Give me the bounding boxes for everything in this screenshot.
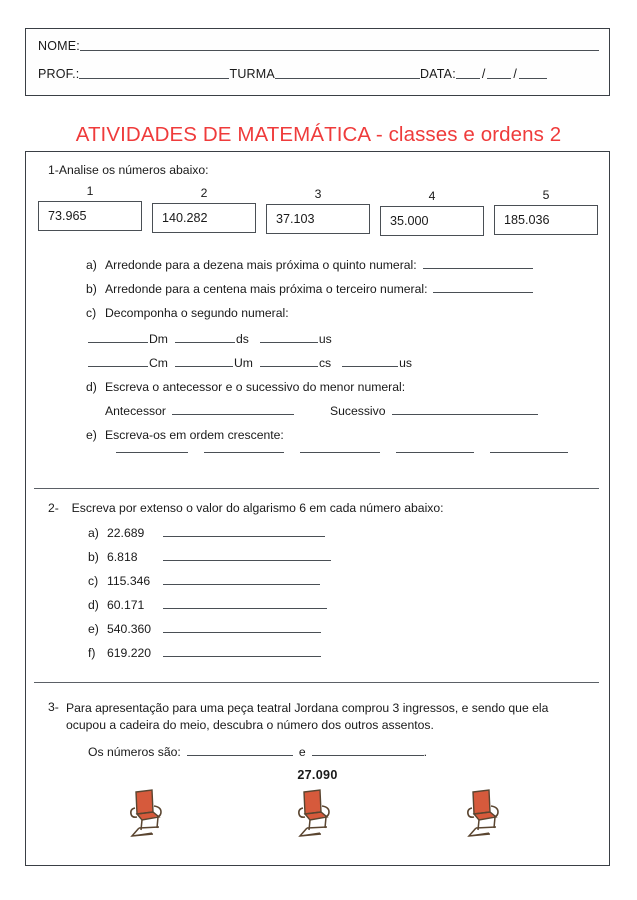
exercise2-item xyxy=(88,622,321,636)
item-letter: d) xyxy=(86,380,97,394)
data-day-blank[interactable] xyxy=(456,78,480,79)
exercise3-answer-row xyxy=(88,745,427,759)
item-number: 619.220 xyxy=(107,646,152,660)
decomp-blank-um[interactable] xyxy=(175,366,233,367)
item-letter: f) xyxy=(88,646,96,660)
crescente-blank-4[interactable] xyxy=(396,452,474,453)
date-separator-1: / xyxy=(481,67,486,81)
item-letter: b) xyxy=(88,550,99,564)
decomp-unit-cm: Cm xyxy=(149,356,168,370)
exercise2-item xyxy=(88,526,325,540)
turma-label: TURMA xyxy=(229,67,275,81)
antecessor-label: Antecessor xyxy=(105,404,166,418)
exercise2-prompt: Escreva por extenso o valor do algarismo 6 em cada número abaixo: xyxy=(71,501,444,515)
number-index: 3 xyxy=(314,187,322,201)
number-cell xyxy=(152,186,256,236)
data-month-blank[interactable] xyxy=(487,78,511,79)
exercise2-item xyxy=(88,598,327,612)
item-letter: e) xyxy=(88,622,99,636)
number-index: 4 xyxy=(428,189,436,203)
crescente-blank-2[interactable] xyxy=(204,452,284,453)
crescente-blank-5[interactable] xyxy=(490,452,568,453)
answer-label: Os números são: xyxy=(88,745,181,759)
prof-input-blank[interactable] xyxy=(79,78,229,79)
number-index: 1 xyxy=(86,184,94,198)
exercise3-number: 3- xyxy=(48,700,59,714)
item-text: Escreva-os em ordem crescente: xyxy=(105,428,284,442)
exercise2-number: 2- xyxy=(48,501,59,515)
exercise3-block xyxy=(26,682,609,867)
item-number: 540.360 xyxy=(107,622,152,636)
item-letter: b) xyxy=(86,282,97,296)
item-letter: d) xyxy=(88,598,99,612)
decomp-blank-dm[interactable] xyxy=(88,342,148,343)
number-index: 2 xyxy=(200,186,208,200)
crescente-blank-1[interactable] xyxy=(116,452,188,453)
chair-icon xyxy=(123,786,177,844)
decomp-unit-us2: us xyxy=(399,356,412,370)
number-boxes-row xyxy=(38,184,598,236)
nome-label: NOME: xyxy=(38,39,80,53)
worksheet-body xyxy=(25,151,610,866)
number-cell xyxy=(266,187,370,236)
decomp-unit-cs: cs xyxy=(318,356,332,370)
answer-blank-a[interactable] xyxy=(423,268,533,269)
exercise1-item-a xyxy=(86,258,533,272)
period: . xyxy=(423,745,427,759)
crescente-blank-3[interactable] xyxy=(300,452,380,453)
nome-row xyxy=(38,39,599,53)
item-letter: a) xyxy=(86,258,97,272)
antecessor-blank[interactable] xyxy=(172,414,294,415)
item-letter: c) xyxy=(86,306,97,320)
decomp-unit-dm: Dm xyxy=(149,332,168,346)
exercise1-prompt: 1-Analise os números abaixo: xyxy=(48,163,209,177)
number-box: 185.036 xyxy=(494,205,598,235)
conjunction: e xyxy=(298,745,306,759)
number-cell xyxy=(494,188,598,236)
seat-blank-1[interactable] xyxy=(187,755,293,756)
answer-blank[interactable] xyxy=(163,608,327,609)
nome-input-blank[interactable] xyxy=(80,50,599,51)
decomposition-row-2 xyxy=(88,356,415,370)
item-letter: a) xyxy=(88,526,99,540)
item-letter: c) xyxy=(88,574,99,588)
number-cell xyxy=(380,189,484,236)
date-separator-2: / xyxy=(513,67,517,81)
exercise1-item-e xyxy=(86,428,284,442)
item-text: Decomponha o segundo numeral: xyxy=(105,306,289,320)
item-text: Arredonde para a centena mais próxima o terceiro numeral: xyxy=(105,282,428,296)
number-index: 5 xyxy=(542,188,550,202)
item-number: 22.689 xyxy=(107,526,145,540)
number-box: 73.965 xyxy=(38,201,142,231)
student-info-box xyxy=(25,28,610,96)
answer-blank[interactable] xyxy=(163,632,321,633)
item-number: 115.346 xyxy=(107,574,151,588)
item-number: 60.171 xyxy=(107,598,145,612)
answer-blank[interactable] xyxy=(163,536,325,537)
data-label: DATA: xyxy=(419,67,456,81)
chair-illustration-row xyxy=(66,786,571,844)
exercise1-item-c xyxy=(86,306,289,320)
number-box: 35.000 xyxy=(380,206,484,236)
number-box: 140.282 xyxy=(152,203,256,233)
answer-blank[interactable] xyxy=(163,560,331,561)
item-text: Arredonde para a dezena mais próxima o quinto numeral: xyxy=(105,258,417,272)
turma-input-blank[interactable] xyxy=(275,78,420,79)
item-letter: e) xyxy=(86,428,97,442)
decomp-unit-ds: ds xyxy=(235,332,249,346)
section-divider-1 xyxy=(34,488,599,489)
prof-label: PROF.: xyxy=(38,67,80,81)
ordem-crescente-blanks xyxy=(116,452,568,455)
decomp-unit-us: us xyxy=(318,332,332,346)
chair-icon xyxy=(291,786,345,844)
decomp-blank-cm[interactable] xyxy=(88,366,148,367)
answer-blank[interactable] xyxy=(163,656,321,657)
antecessor-sucessivo-row xyxy=(105,404,538,418)
number-box: 37.103 xyxy=(266,204,370,234)
answer-blank-b[interactable] xyxy=(433,292,533,293)
sucessivo-label: Sucessivo xyxy=(329,404,386,418)
page-title: ATIVIDADES DE MATEMÁTICA - classes e ordens 2 xyxy=(75,123,562,146)
exercise1-item-b xyxy=(86,282,533,296)
decomp-blank-us[interactable] xyxy=(260,342,318,343)
decomposition-row-1 xyxy=(88,332,335,346)
decomp-blank-cs[interactable] xyxy=(260,366,318,367)
exercise2-item xyxy=(88,550,331,564)
number-cell xyxy=(38,184,142,236)
exercise2-heading xyxy=(48,500,444,516)
exercise2-item xyxy=(88,574,320,588)
item-number: 6.818 xyxy=(107,550,138,564)
chair-icon xyxy=(460,786,514,844)
decomp-blank-us2[interactable] xyxy=(342,366,398,367)
item-text: Escreva o antecessor e o sucessivo do menor numeral: xyxy=(105,380,406,394)
prof-turma-data-row xyxy=(38,67,599,81)
data-year-blank[interactable] xyxy=(519,78,547,79)
middle-seat-number: 27.090 xyxy=(297,768,338,782)
exercise2-item xyxy=(88,646,321,660)
answer-blank[interactable] xyxy=(163,584,320,585)
sucessivo-blank[interactable] xyxy=(392,414,538,415)
seat-blank-2[interactable] xyxy=(312,755,424,756)
exercise1-item-d xyxy=(86,380,405,394)
exercise3-prompt: Para apresentação para uma peça teatral Jordana comprou 3 ingressos, e sendo que ela ocupou a cadeira do meio, descubra o número dos outros assentos. xyxy=(66,701,549,733)
decomp-unit-um: Um xyxy=(233,356,253,370)
decomp-blank-ds[interactable] xyxy=(175,342,235,343)
